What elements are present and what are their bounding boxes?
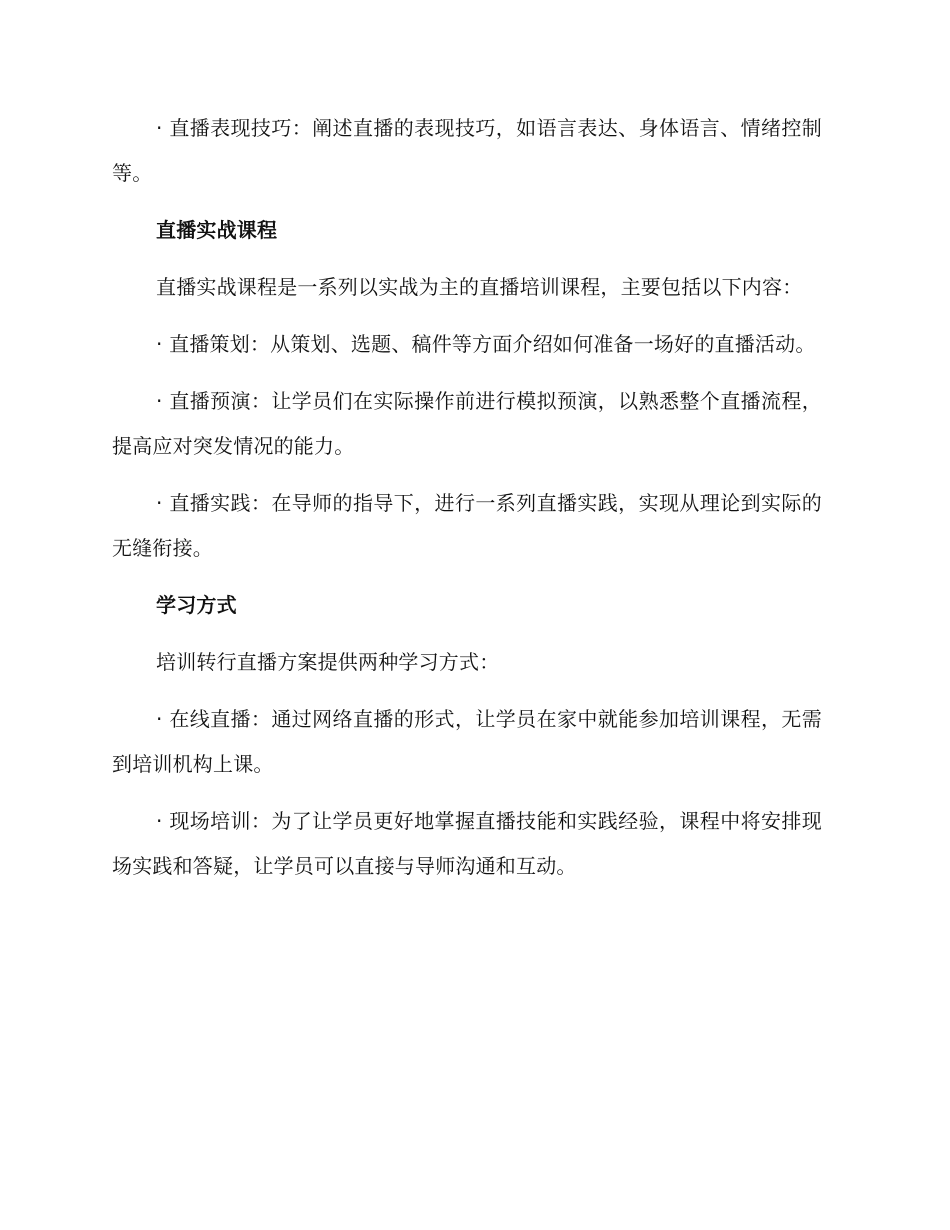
paragraph-live-practice: · 直播实践：在导师的指导下，进行一系列直播实践，实现从理论到实际的无缝衔接。: [112, 491, 822, 560]
paragraph-live-planning: · 直播策划：从策划、选题、稿件等方面介绍如何准备一场好的直播活动。: [156, 332, 816, 356]
document-page: [112, 106, 822, 889]
paragraph-practical-intro: 直播实战课程是一系列以实战为主的直播培训课程，主要包括以下内容：: [156, 275, 803, 299]
paragraph-live-rehearsal: · 直播预演：让学员们在实际操作前进行模拟预演，以熟悉整个直播流程，提高应对突发情况的能力。: [112, 389, 822, 458]
paragraph-performance-skills: · 直播表现技巧：阐述直播的表现技巧，如语言表达、身体语言、情绪控制等。: [112, 116, 822, 185]
section-heading-practical-course: 直播实战课程: [156, 218, 278, 242]
paragraph-onsite-training: · 现场培训：为了让学员更好地掌握直播技能和实践经验，课程中将安排现场实践和答疑，让学员可以直接与导师沟通和互动。: [112, 809, 822, 878]
paragraph-methods-intro: 培训转行直播方案提供两种学习方式：: [156, 650, 500, 674]
paragraph-online-live: · 在线直播：通过网络直播的形式，让学员在家中就能参加培训课程，无需到培训机构上课。: [112, 707, 822, 776]
section-heading-learning-methods: 学习方式: [156, 593, 237, 617]
